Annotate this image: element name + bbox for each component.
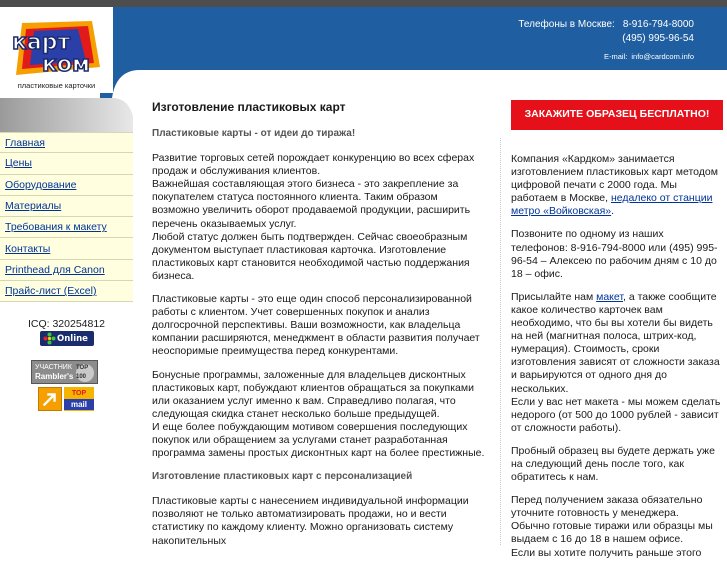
rambler-line-1: УЧАСТНИК [35, 364, 72, 371]
page-title: Изготовление пластиковых карт [152, 100, 346, 114]
menu-link-equipment[interactable]: Оборудование [5, 178, 77, 191]
menu-item-printhead[interactable] [0, 260, 133, 281]
logo-line-1: карт [12, 30, 71, 55]
layout-link[interactable]: макет [596, 290, 624, 303]
paragraph-1-c: Любой статус должен быть подтвержден. Сейчас своеобразным документом выступает пластиковая карточка. Изготовление пластиковых карт становится необходимой частью поддержания бизнеса. [152, 230, 470, 282]
phones-row [518, 18, 694, 32]
send-layout-post: , а также сообщите какое количество карточек вам необходимо, что бы вы хотели бы видеть на ней (магнитная полоса, штрих-код, нумерация). Стоимость, сроки изготовления зависят от сложности заказа и варьируются от одного дня до нескольких. [511, 290, 720, 395]
paragraph-1-a: Развитие торговых сетей порождает конкуренцию во всех сферах продаж и обслуживания клиентов. [152, 152, 475, 178]
company-intro-end: . [611, 205, 615, 218]
paragraph-4: Пластиковые карты с нанесением индивидуальной информации позволяют не только автоматизировать продажи, но и вести статистику по каждому клиенту. Можно организовать систему накопительных [152, 495, 469, 547]
logo-tagline: пластиковые карточки [17, 81, 96, 90]
icq-flower-icon [43, 332, 56, 345]
arrow-icon [39, 388, 61, 410]
menu-item-equipment[interactable] [0, 175, 133, 196]
icq-number: ICQ: 320254812 [27, 318, 106, 330]
mail-ru-counter-icon[interactable] [38, 387, 62, 411]
rambler-top-circle: TOP 100 [76, 364, 94, 382]
no-layout-note: Если у вас нет макета - мы можем сделать недорого (от 500 до 1000 рублей - зависит от сложности работы). [511, 395, 721, 434]
email-address[interactable]: info@cardcom.info [631, 52, 694, 61]
paragraph-3 [152, 369, 487, 461]
right-paragraph-1 [511, 153, 723, 218]
menu-item-pricelist[interactable] [0, 281, 133, 302]
send-layout-pre: Присылайте нам [511, 290, 597, 303]
logo[interactable] [0, 7, 113, 93]
main-content [152, 100, 487, 558]
menu-item-requirements[interactable] [0, 217, 133, 238]
phones-label: Телефоны в Москве: [518, 19, 615, 30]
menu-item-prices[interactable] [0, 153, 133, 174]
top-strip [0, 0, 727, 7]
logo-icon [8, 21, 104, 79]
top-mail-badge[interactable] [64, 387, 94, 411]
metro-link[interactable]: недалеко от станции метро «Войковская» [511, 192, 713, 218]
menu-link-pricelist[interactable]: Прайс-лист (Excel) [5, 285, 97, 298]
order-sample-button[interactable]: ЗАКАЖИТЕ ОБРАЗЕЦ БЕСПЛАТНО! [511, 100, 723, 130]
menu-item-home[interactable] [0, 132, 133, 153]
sidebar-top-curve [0, 98, 133, 132]
right-paragraph-2: Позвоните по одному из наших телефонов: 8-916-794-8000 или (495) 995-96-54 – Алексею по рабочим дням с 10 до 18 – офис. [511, 228, 718, 280]
icq-online-badge[interactable] [40, 331, 94, 346]
logo-line-2: ком [42, 52, 91, 77]
menu-link-contacts[interactable]: Контакты [5, 242, 51, 255]
main-menu [0, 132, 133, 302]
topmail-line-2: mail [64, 399, 94, 410]
header-curve [100, 66, 727, 98]
paragraph-1-b: Важнейшая составляющая этого бизнеса - это закрепление за покупателем статуса постоянного клиента. Таким образом возможно увеличить оборот продаваемой продукции, расширить перечень оказываемых услуг. [152, 178, 471, 230]
right-body [511, 130, 723, 560]
rambler-top100-badge[interactable] [31, 360, 98, 384]
menu-link-prices[interactable]: Цены [5, 157, 32, 170]
menu-link-requirements[interactable]: Требования к макету [5, 221, 107, 234]
early-pickup: Если вы хотите получить раньше этого [511, 546, 702, 559]
pickup-hours: Обычно готовые тиражи или образцы мы выдаем с 16 до 18 в нашем офисе. [511, 520, 713, 546]
right-paragraph-4: Пробный образец вы будете держать уже на следующий день после того, как обратитесь к нам. [511, 444, 715, 484]
topmail-line-1: TOP [71, 390, 87, 397]
paragraph-1 [152, 152, 487, 283]
menu-item-materials[interactable] [0, 196, 133, 217]
menu-link-materials[interactable]: Материалы [5, 200, 62, 213]
email-label: E-mail: [604, 52, 628, 61]
header-contacts [518, 18, 694, 61]
readiness-note: Перед получением заказа обязательно уточните готовность у менеджера. [511, 494, 703, 520]
icq-online-label: Online [57, 333, 88, 344]
column-divider [500, 138, 501, 545]
rambler-line-2: Rambler's [35, 372, 74, 381]
email-row [518, 52, 694, 61]
menu-link-home[interactable]: Главная [5, 136, 45, 149]
menu-item-contacts[interactable] [0, 238, 133, 259]
phone-2: (495) 995-96-54 [622, 33, 694, 44]
page-subtitle: Пластиковые карты - от идеи до тиража! [152, 128, 356, 139]
right-column [511, 100, 723, 570]
phone-1: 8-916-794-8000 [622, 19, 694, 30]
right-paragraph-3 [511, 291, 723, 435]
paragraph-3-b: И еще более побуждающим мотивом совершения последующих покупок или обращением за услугами станет разработанная программа замены простых дисконтных карт на более престижные. [152, 420, 485, 460]
right-paragraph-5 [511, 494, 723, 559]
paragraph-3-a: Бонусные программы, заложенные для владельцев дисконтных пластиковых карт, побуждают клиентов обращаться за покупками или оказанием услуг именно к вам. Справедливо полагая, что следующая скидка станет несколько больше предыдущей. [152, 368, 474, 420]
menu-link-printhead[interactable]: Printhead для Canon [5, 263, 105, 276]
company-intro: Компания «Кардком» занимается изготовлением пластиковых карт методом цифровой печати с 2000 года. Мы работаем в Москве, [511, 153, 718, 205]
paragraph-2: Пластиковые карты - это еще один способ персонализированной работы с клиентом. Учет совершенных покупок и анализ долгосрочной перспективы. Ваши возможности, как владельца компании расширяются, менеджмент в области развития получает неоспоримые преимущества перед конкурентами. [152, 293, 480, 358]
section-subtitle: Изготовление пластиковых карт с персонализацией [152, 471, 413, 483]
